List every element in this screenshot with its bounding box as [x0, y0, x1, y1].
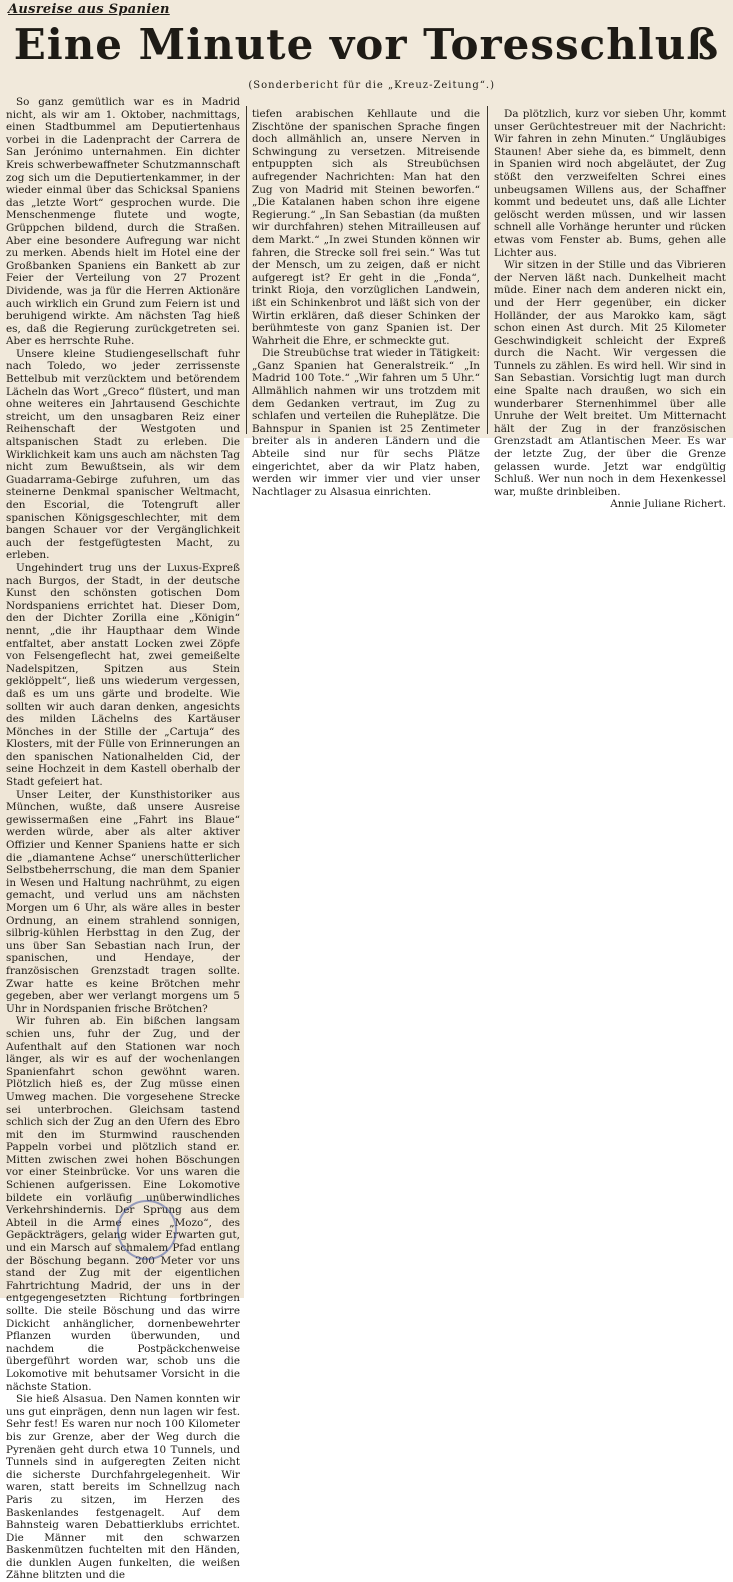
paragraph: Sie hieß Alsasua. Den Namen konnten wir uns gut einprägen, denn nun lagen wir fest. Sehr fest! Es waren nur noch 100 Kilometer bis zur Grenze, aber der Weg durch die Pyrenäen geht durch etwa 10 Tunnels, und Tunnels sind in aufgeregten Zeiten nicht die sicherste Durchfahrgelegenheit. Wir waren, statt bereits im Schnellzug nach Paris zu sitzen, im Herzen des Baskenlandes festgenagelt. Auf dem Bahnsteig waren Debattierklubs errichtet. Die Männer mit den schwarzen Baskenmützen fuchtelten mit den Händen, die dunklen Augen funkelten, die weißen Zähne blitzten und die — [6, 1393, 240, 1582]
column-rule — [246, 106, 247, 434]
article-column-3 — [494, 108, 726, 511]
paragraph: Wir fuhren ab. Ein bißchen langsam schien uns, fuhr der Zug, und der Aufenthalt auf den Stationen war noch länger, als wir es auf der wochenlangen Spanienfahrt schon gewöhnt waren. Plötzlich hieß es, der Zug müsse einen Umweg machen. Die vorgesehene Strecke sei unterbrochen. Gleichsam tastend schlich sich der Zug an den Ufern des Ebro mit den im Sturmwind rauschenden Pappeln vorbei und plötzlich stand er. Mitten zwischen zwei hohen Böschungen vor einer Steinbrücke. Vor uns waren die Schienen aufgerissen. Eine Lokomotive bildete ein vorläufig unüberwindliches Verkehrshindernis. Der Sprung aus dem Abteil in die Arme eines „Mozo“, des Gepäckträgers, gelang wider Erwarten gut, und ein Marsch auf schmalem Pfad entlang der Böschung begann. 200 Meter vor uns stand der Zug mit der eigentlichen Fahrtrichtung Madrid, der uns in der entgegengesetzten Richtung fortbringen sollte. Die steile Böschung und das wirre Dickicht anhänglicher, dornenbewehrter Pflanzen wurden überwunden, und nachdem die Postpäckchenweise übergeführt worden war, schob uns die Lokomotive mit behutsamer Vorsicht in die nächste Station. — [6, 1015, 240, 1393]
paragraph: Unser Leiter, der Kunsthistoriker aus München, wußte, daß unsere Ausreise gewissermaßen eine „Fahrt ins Blaue“ werden würde, aber als alter aktiver Offizier und Kenner Spaniens hatte er sich die „diamantene Achse“ unerschütterlicher Selbstbeherrschung, die man dem Spanier in Wesen und Haltung nachrühmt, zu eigen gemacht, und verlud uns am nächsten Morgen um 6 Uhr, als wäre alles in bester Ordnung, an einem strahlend sonnigen, silbrig-kühlen Herbsttag in den Zug, der uns über San Sebastian nach Irun, der spanischen, und Hendaye, der französischen Grenzstadt tragen sollte. Zwar hatte es keine Brötchen mehr gegeben, aber wer verlangt morgens um 5 Uhr in Nordspanien frische Brötchen? — [6, 788, 240, 1015]
author-signature: Annie Juliane Richert. — [610, 498, 726, 511]
byline: (Sonderbericht für die „Kreuz-Zeitung“.) — [248, 80, 495, 91]
paragraph: Da plötzlich, kurz vor sieben Uhr, kommt unser Gerüchtestreuer mit der Nachricht: Wir fahren in zehn Minuten.“ Ungläubiges Staunen! Aber siehe da, es bimmelt, denn in Spanien wird noch abgeläutet, der Zug stößt den verzweifelten Schrei eines unbeugsamen Willens aus, der Schaffner kommt und bedeutet uns, daß alle Lichter gelöscht werden müssen, und wir lassen schnell alle Vorhänge herunter und rücken etwas vom Fenster ab. Bums, gehen alle Lichter aus. — [494, 108, 726, 259]
paragraph: Wir sitzen in der Stille und das Vibrieren der Nerven läßt nach. Dunkelheit macht müde. Einer nach dem anderen nickt ein, und der Herr gegenüber, ein dicker Holländer, der aus Marokko kam, sägt schon einen Ast durch. Mit 25 Kilometer Geschwindigkeit schleicht der Expreß durch die Nacht. Wir vergessen die Tunnels zu zählen. Es wird hell. Wir sind in San Sebastian. Vorsichtig lugt man durch eine Spalte nach draußen, wo sich ein wunderbarer Sternenhimmel über alle Unruhe der Welt breitet. Um Mitternacht hält der Zug in der französischen Grenzstadt am Atlantischen Meer. Es war der letzte Zug, der über die Grenze gelassen wurde. Jetzt war endgültig Schluß. Wer nun noch in dem Hexenkessel war, mußte drinbleiben. — [494, 259, 726, 498]
article-column-2 — [252, 108, 480, 498]
article-column-1 — [6, 96, 240, 1582]
paragraph: Die Streubüchse trat wieder in Tätigkeit: „Ganz Spanien hat Generalstreik.“ „In Madrid 100 Tote.“ „Wir fahren um 5 Uhr.“ Allmählich nahmen wir uns trotzdem mit dem Gedanken vertraut, im Zug zu schlafen und verteilen die Ruheplätze. Die Bahnspur in Spanien ist 25 Zentimeter breiter als in anderen Ländern und die Abteile sind nur für sechs Plätze eingerichtet, aber da wir Platz haben, werden wir immer vier und vier unser Nachtlager zu Alsasua einrichten. — [252, 347, 480, 498]
paragraph: tiefen arabischen Kehllaute und die Zischtöne der spanischen Sprache fingen doch allmählich an, unsere Nerven in Schwingung zu versetzen. Mitreisende entpuppten sich als Streubüchsen aufregender Nachrichten: Man hat den Zug von Madrid mit Steinen beworfen.“ „Die Katalanen haben schon ihre eigene Regierung.“ „In San Sebastian (da mußten wir durchfahren) stehen Mitrailleusen auf dem Markt.“ „In zwei Stunden können wir fahren, die Strecke soll frei sein.“ Was tut der Mensch, um zu zeigen, daß er nicht aufgeregt ist? Er geht in die „Fonda“, trinkt Rioja, den vorzüglichen Landwein, ißt ein Schinkenbrot und läßt sich von der Wirtin erklären, daß dieser Schinken der berühmteste von ganz Spanien ist. Der Wahrheit die Ehre, er schmeckte gut. — [252, 108, 480, 347]
kicker: Ausreise aus Spanien — [8, 2, 170, 17]
paragraph: Ungehindert trug uns der Luxus-Expreß nach Burgos, der Stadt, in der deutsche Kunst den schönsten gotischen Dom Nordspaniens errichtet hat. Dieser Dom, den der Dichter Zorilla eine „Königin“ nennt, „die ihr Haupthaar dem Winde entfaltet, aber anstatt Locken zwei Zöpfe von Felsengeflecht hat, zwei gemeißelte Nadelspitzen, Spitzen aus Stein geklöppelt“, ließ uns wiederum vergessen, daß es um uns gärte und brodelte. Wie sollten wir auch daran denken, angesichts des milden Lächelns des Kartäuser Mönches in der Stille der „Cartuja“ des Klosters, mit der Fülle von Erinnerungen an den spanischen Nationalhelden Cid, der seine Hochzeit in dem Kastell oberhalb der Stadt gefeiert hat. — [6, 561, 240, 789]
headline: Eine Minute vor Toresschluß — [13, 20, 720, 69]
column-rule — [487, 106, 488, 434]
library-stamp — [117, 1200, 177, 1260]
paragraph: So ganz gemütlich war es in Madrid nicht, als wir am 1. Oktober, nachmittags, einen Stadtbummel am Deputiertenhaus vorbei in die Ladenpracht der Carrera de San Jerónimo unternahmen. Ein dichter Kreis schwerbewaffneter Schutzmannschaft zog sich um die Deputiertenkammer, in der wieder einmal über das Schicksal Spaniens das „letzte Wort“ gesprochen wurde. Die Menschenmenge flutete und wogte, Grüppchen bildend, durch die Straßen. Aber eine besondere Aufregung war nicht zu merken. Abends hielt im Hotel eine der Großbanken Spaniens ein Bankett ab zur Feier der Verteilung von 27 Prozent Dividende, was ja für die Herren Aktionäre auch wirklich ein Grund zum Feiern ist und beruhigend wirkte. Am nächsten Tag hieß es, daß die Regierung zurückgetreten sei. Aber es herrschte Ruhe. — [6, 96, 240, 348]
paragraph: Unsere kleine Studiengesellschaft fuhr nach Toledo, wo jeder zerrissenste Bettelbub mit verzücktem und betörendem Lächeln das Wort „Greco“ flüstert, und man ohne weiteres ein Jahrtausend Geschichte streicht, um den unsagbaren Reiz einer Reihenschaft der Westgoten und altspanischen Stadt zu erleben. Die Wirklichkeit kam uns auch am nächsten Tag nicht zum Bewußtsein, als wir dem Guadarrama-Gebirge zufuhren, um das steinerne Denkmal spanischer Weltmacht, den Escorial, die Totengruft aller spanischen Königsgeschlechter, mit dem bangen Schauer vor der Vergänglichkeit auch der festgefügtesten Macht, zu erleben. — [6, 347, 240, 562]
